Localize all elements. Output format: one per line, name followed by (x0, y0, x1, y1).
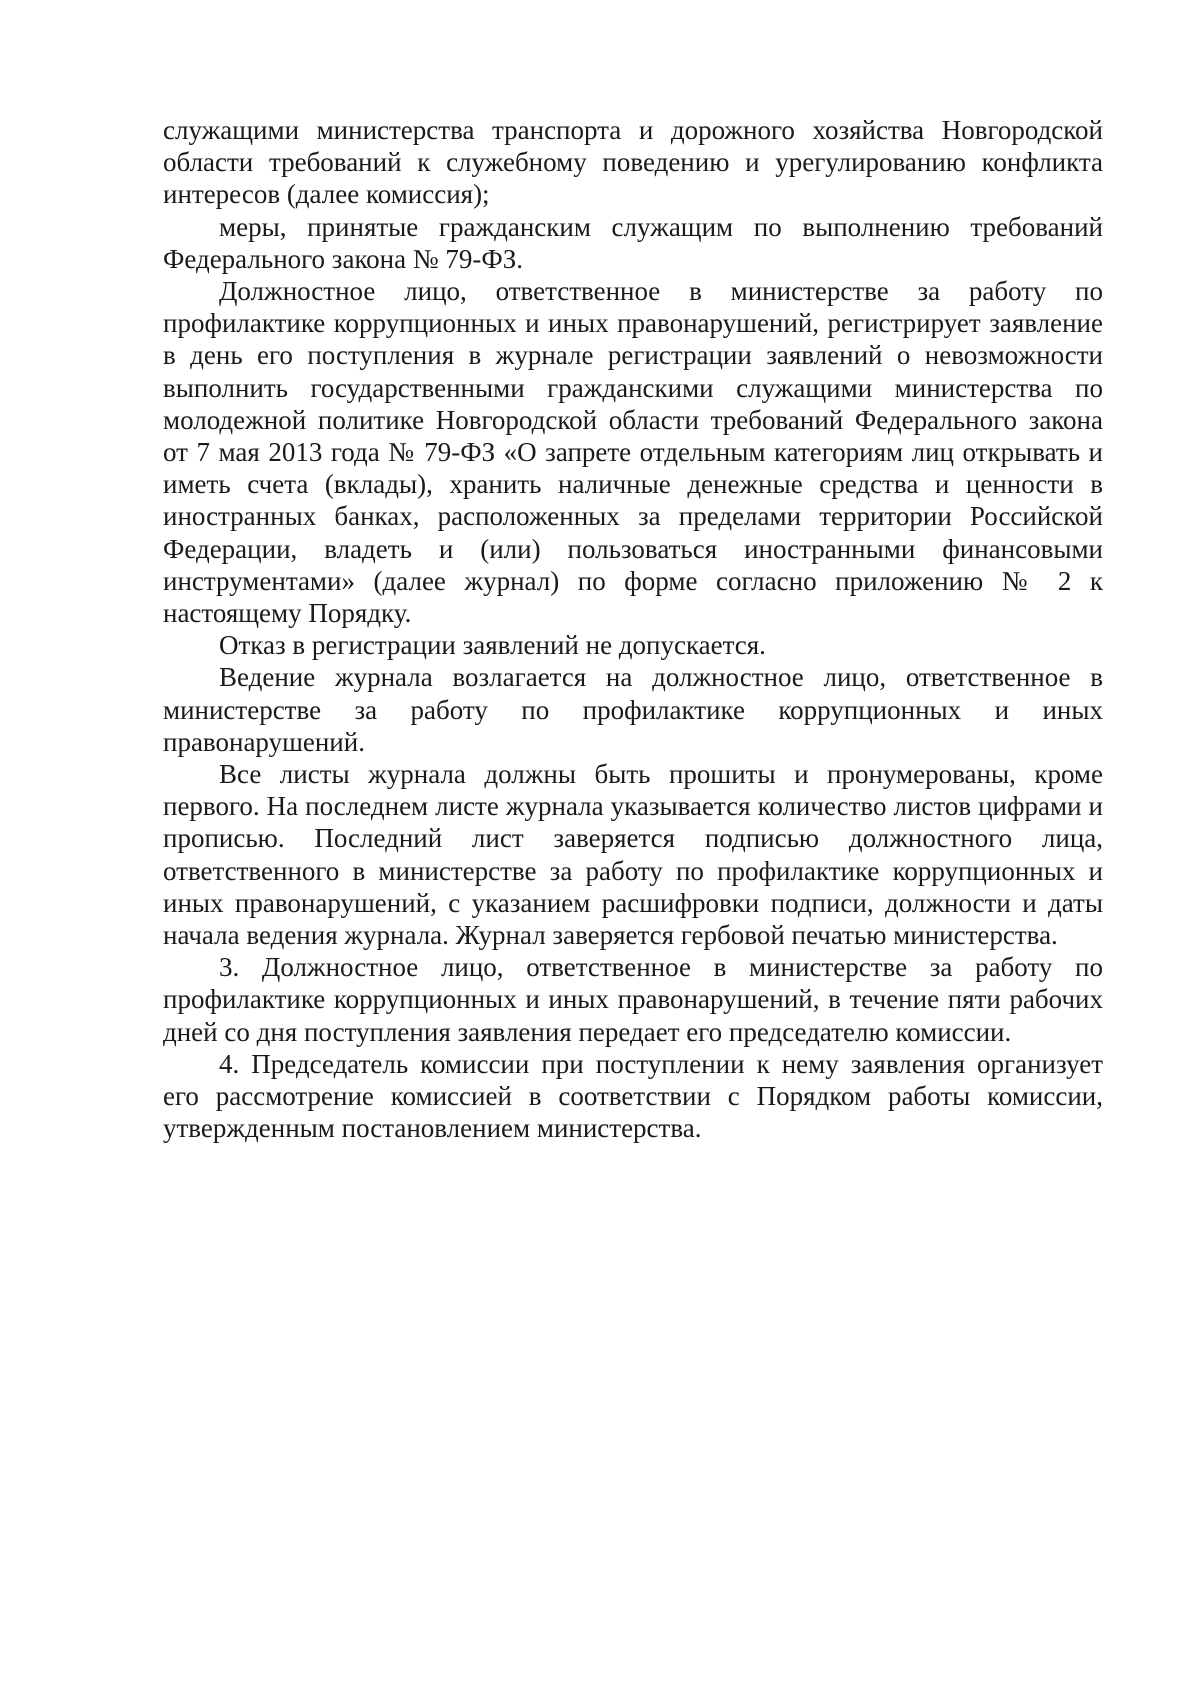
paragraph-refusal-not-allowed: Отказ в регистрации заявлений не допускается. (219, 630, 766, 661)
paragraph-journal-sheets: Все листы журнала должны быть прошиты и пронумерованы, кроме первого. На последнем листе журнала указывается количество листов цифрами и прописью. Последний лист заверяется подписью должностного лица, ответственного в министерстве за работу по профилактике коррупционных и иных правонарушений, с указанием расшифровки подписи, должности и даты начала ведения журнала. Журнал заверяется гербовой печатью министерства. (163, 759, 1103, 951)
paragraph-item-4: 4. Председатель комиссии при поступлении к нему заявления организует его рассмотрение комиссией в соответствии с Порядком работы комиссии, утвержденным постановлением министерства. (163, 1048, 1103, 1144)
document-body (163, 114, 1103, 1145)
paragraph-commission-continuation: служащими министерства транспорта и дорожного хозяйства Новгородской области требований к служебному поведению и урегулированию конфликта интересов (далее комиссия); (163, 115, 1103, 210)
paragraph-journal-keeping: Ведение журнала возлагается на должностное лицо, ответственное в министерстве за работу по профилактике коррупционных и иных правонарушений. (163, 662, 1103, 757)
paragraph-item-3: 3. Должностное лицо, ответственное в министерстве за работу по профилактике коррупционных и иных правонарушений, в течение пяти рабочих дней со дня поступления заявления передает его председателю комиссии. (163, 952, 1103, 1047)
paragraph-registration: Должностное лицо, ответственное в министерстве за работу по профилактике коррупционных и иных правонарушений, регистрирует заявление в день его поступления в журнале регистрации заявлений о невозможности выполнить государственными гражданскими служащими министерства по молодежной политике Новгородской области требований Федерального закона от 7 мая 2013 года № 79-ФЗ «О запрете отдельным категориям лиц открывать и иметь счета (вклады), хранить наличные денежные средства и ценности в иностранных банках, расположенных за пределами территории Российской Федерации, владеть и (или) пользоваться иностранными финансовыми инструментами» (далее журнал) по форме согласно приложению № 2 к настоящему Порядку. (163, 276, 1103, 629)
paragraph-measures-taken: меры, принятые гражданским служащим по выполнению требований Федерального закона № 79-ФЗ. (163, 211, 1103, 274)
